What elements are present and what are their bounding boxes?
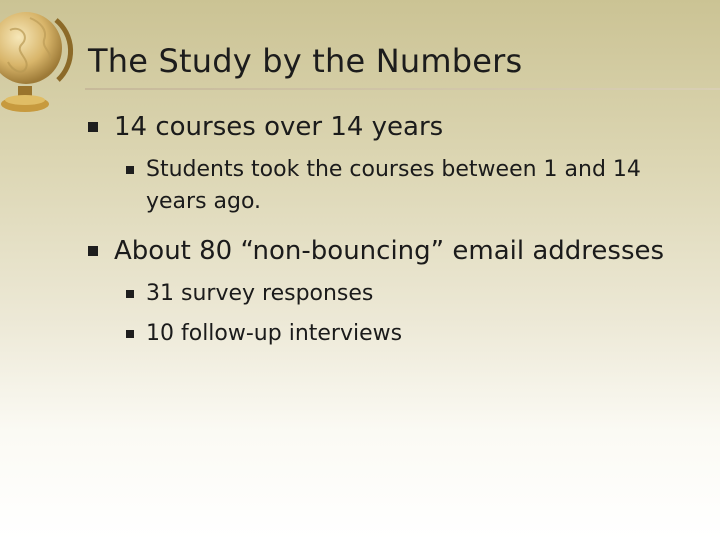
- sub-bullet-text: 31 survey responses: [146, 281, 374, 306]
- square-bullet-icon: [126, 166, 134, 174]
- square-bullet-icon: [88, 246, 98, 256]
- sub-bullet-text: Students took the courses between 1 and 14 years ago.: [146, 157, 641, 214]
- sub-bullet-text: 10 follow-up interviews: [146, 321, 403, 346]
- sub-bullet-item: [126, 278, 688, 310]
- sub-bullet-item: [126, 154, 688, 218]
- slide-title: The Study by the Numbers: [88, 42, 523, 80]
- slide-content: [88, 108, 688, 358]
- square-bullet-icon: [126, 290, 134, 298]
- square-bullet-icon: [88, 122, 98, 132]
- bullet-item: [88, 232, 688, 270]
- title-divider: [85, 88, 720, 90]
- square-bullet-icon: [126, 330, 134, 338]
- bullet-text: 14 courses over 14 years: [114, 112, 444, 142]
- bullet-text: About 80 “non-bouncing” email addresses: [114, 236, 665, 266]
- globe-icon: [0, 0, 80, 120]
- sub-bullet-item: [126, 318, 688, 350]
- bullet-item: [88, 108, 688, 146]
